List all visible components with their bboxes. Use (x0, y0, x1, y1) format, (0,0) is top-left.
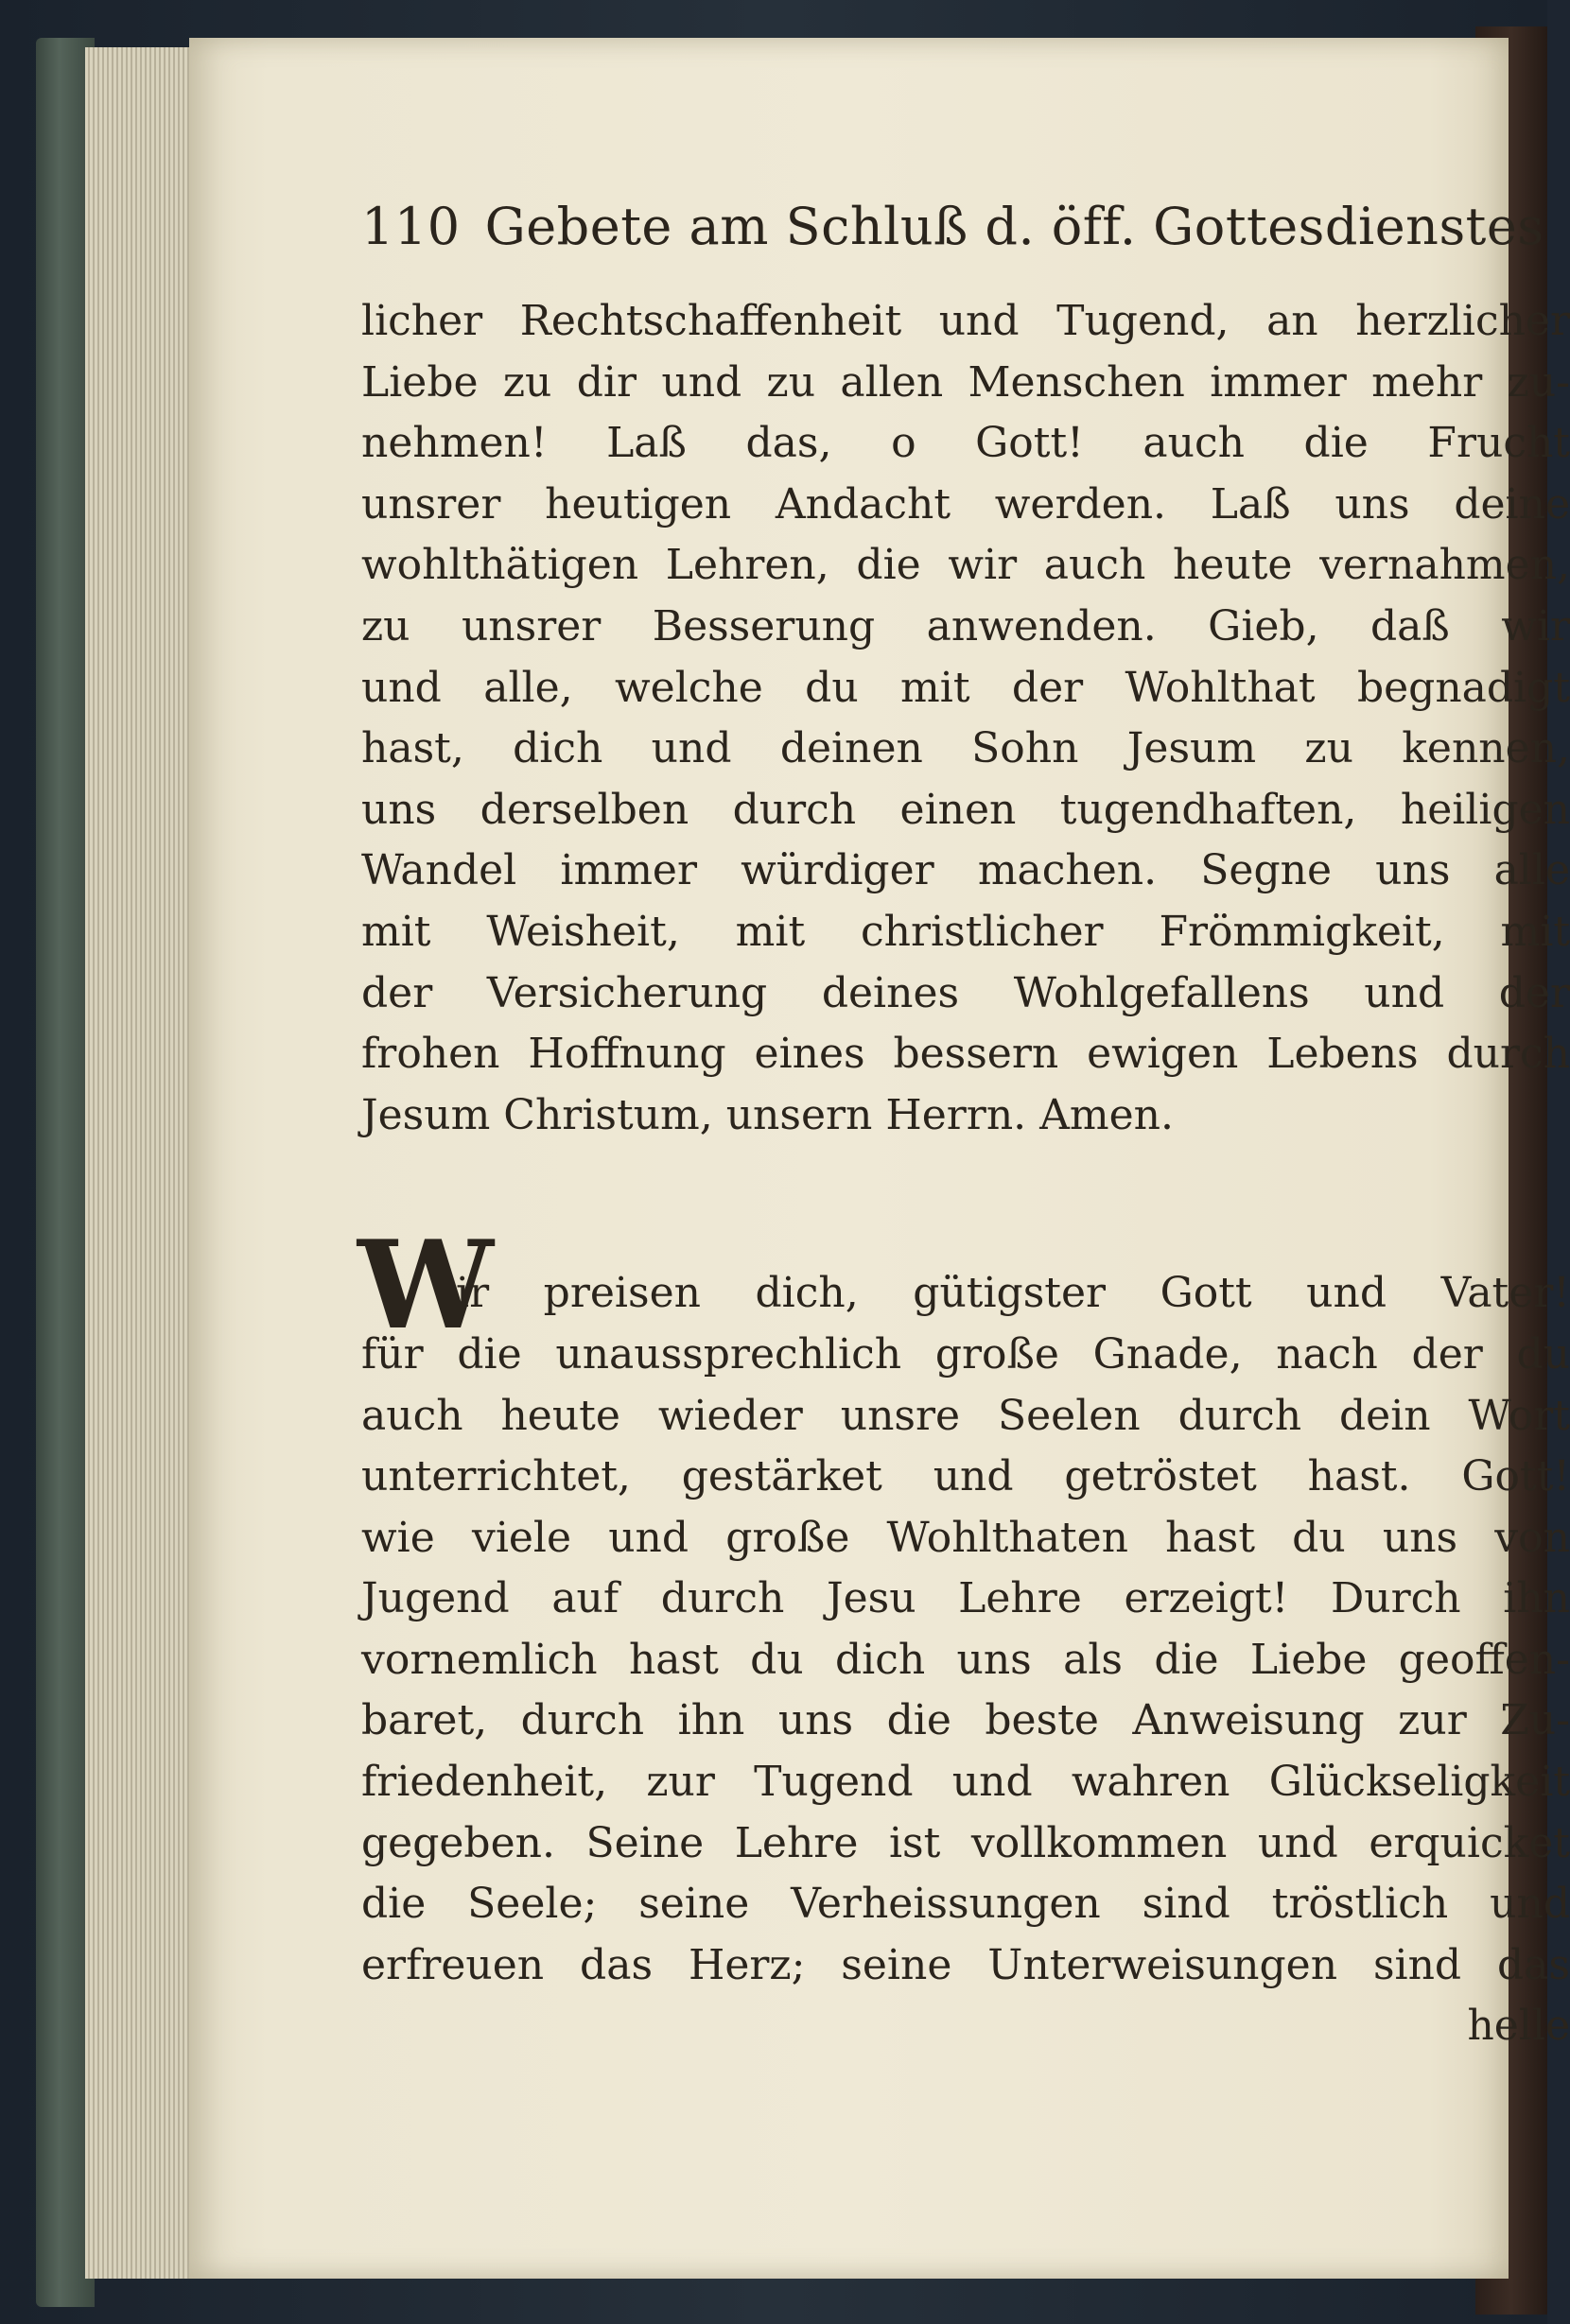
text-line: Jugend auf durch Jesu Lehre erzeigt! Durch ihn (361, 1574, 1570, 1623)
text-line: mit Weisheit, mit christlicher Frömmigkeit, mit (361, 907, 1570, 956)
text-line: unsrer heutigen Andacht werden. Laß uns deine (361, 479, 1570, 529)
text-line: Jesum Christum, unsern Herrn. Amen. (361, 1090, 1175, 1139)
text-line: die Seele; seine Verheissungen sind tröstlich und (361, 1880, 1570, 1929)
running-title: Gebete am Schluß d. öff. Gottesdienstes (484, 197, 1544, 256)
first-line-text: ir preisen dich, gütigster Gott und Vater! (456, 1269, 1570, 1318)
text-line: baret, durch ihn uns die beste Anweisung zur Zu- (361, 1696, 1570, 1745)
text-line: uns derselben durch einen tugendhaften, heiligen (361, 785, 1570, 834)
text-line: zu unsrer Besserung anwenden. Gieb, daß wir (361, 601, 1570, 650)
page-number: 110 (361, 197, 461, 256)
text-line: gegeben. Seine Lehre ist vollkommen und erquicket (361, 1818, 1570, 1867)
text-line: der Versicherung deines Wohlgefallens und der (361, 968, 1570, 1017)
text-line: hast, dich und deinen Sohn Jesum zu kennen, (361, 724, 1570, 773)
text-block (358, 197, 1570, 2057)
text-line: erfreuen das Herz; seine Unterweisungen sind das (361, 1940, 1570, 1989)
text-line: auch heute wieder unsre Seelen durch dein Wort (361, 1391, 1570, 1440)
drop-cap: W (358, 1215, 494, 1358)
catchword: helle (1467, 2002, 1570, 2051)
paragraph-2 (358, 1215, 1570, 2057)
text-line: nehmen! Laß das, o Gott! auch die Frucht (361, 419, 1570, 468)
text-line: vornemlich hast du dich uns als die Liebe geoffen- (361, 1635, 1570, 1684)
text-line: licher Rechtschaffenheit und Tugend, an herzlicher (361, 297, 1570, 345)
text-line: Wandel immer würdiger machen. Segne uns alle (361, 846, 1570, 895)
text-line: wohlthätigen Lehren, die wir auch heute vernahmen, (361, 541, 1570, 590)
text-line: frohen Hoffnung eines bessern ewigen Lebens durch (361, 1030, 1570, 1079)
text-line: wie viele und große Wohlthaten hast du uns von (361, 1513, 1570, 1562)
book-page (189, 38, 1570, 2279)
text-line: und alle, welche du mit der Wohlthat begnadigt (361, 663, 1570, 712)
text-line: unterrichtet, gestärket und getröstet hast. Gott! (361, 1452, 1570, 1501)
paragraph-1 (361, 291, 1570, 1146)
text-line: für die unaussprechlich große Gnade, nach der du (361, 1329, 1570, 1379)
text-line: Liebe zu dir und zu allen Menschen immer mehr zu- (361, 357, 1570, 407)
running-head (361, 197, 1570, 291)
text-line: friedenheit, zur Tugend und wahren Glückseligkeit (361, 1758, 1570, 1807)
paragraph-gap (361, 1146, 1570, 1263)
